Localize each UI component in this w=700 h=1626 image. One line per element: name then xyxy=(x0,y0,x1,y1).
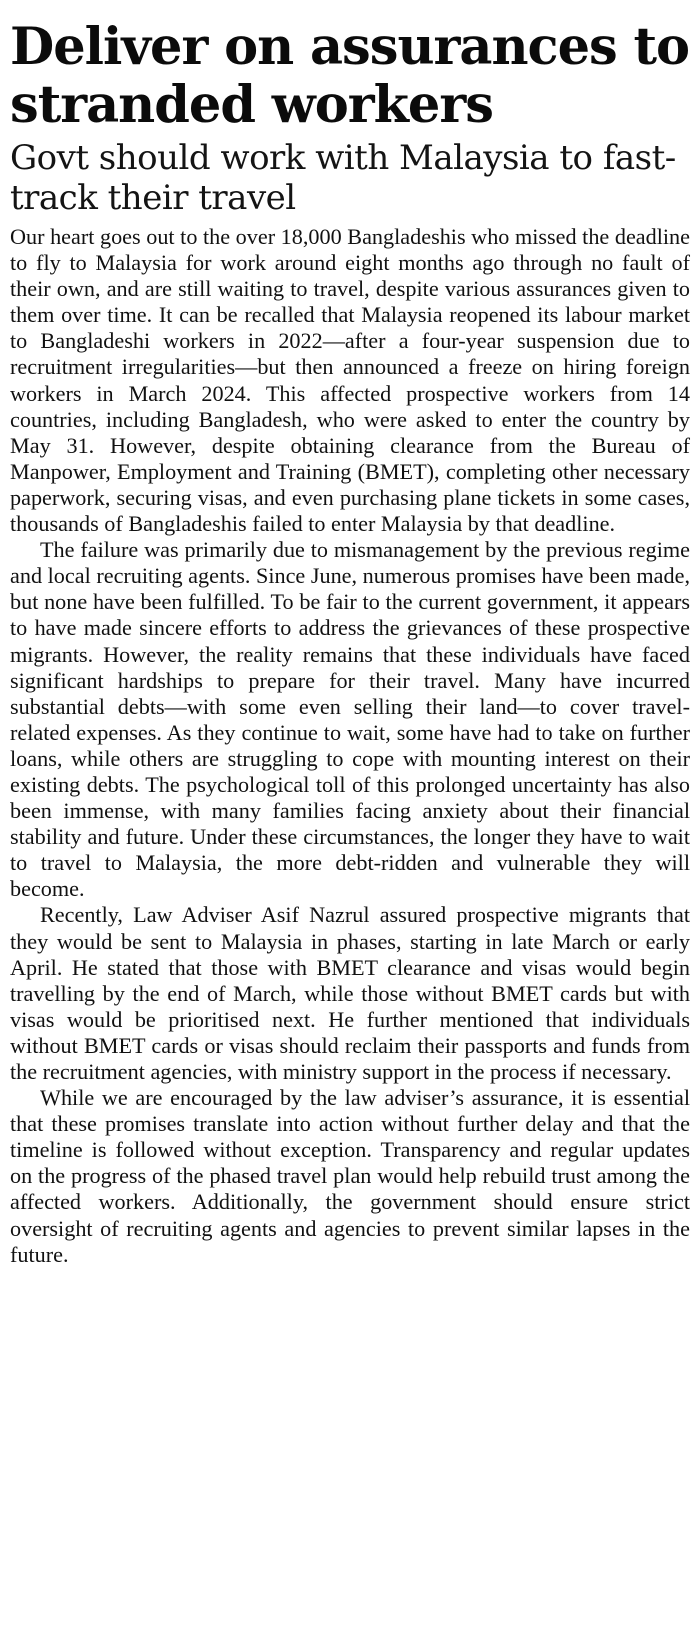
body-paragraph: Recently, Law Adviser Asif Nazrul assured prospective migrants that they would be sent to Malaysia in phases, starting in late March or early April. He stated that those with BMET clearance and visas would begin travelling by the end of March, while those without BMET cards but with visas would be prioritised next. He further mentioned that individuals without BMET cards or visas should reclaim their passports and funds from the recruitment agencies, with ministry support in the process if necessary. xyxy=(10,902,690,1084)
body-paragraph: The failure was primarily due to mismanagement by the previous regime and local recruiting agents. Since June, numerous promises have been made, but none have been fulfilled. To be fair to the current government, it appears to have made sincere efforts to address the grievances of these prospective migrants. However, the reality remains that these individuals have faced significant hardships to prepare for their travel. Many have incurred substantial debts—with some even selling their land—to cover travel-related expenses. As they continue to wait, some have had to take on further loans, while others are struggling to cope with mounting interest on their existing debts. The psychological toll of this prolonged uncertainty has also been immense, with many families facing anxiety about their financial stability and future. Under these circumstances, the longer they have to wait to travel to Malaysia, the more debt-ridden and vulnerable they will become. xyxy=(10,537,690,902)
article-body xyxy=(10,224,690,1268)
body-paragraph: While we are encouraged by the law adviser’s assurance, it is essential that these promises translate into action without further delay and that the timeline is followed without exception. Transparency and regular updates on the progress of the phased travel plan would help rebuild trust among the affected workers. Additionally, the government should ensure strict oversight of recruiting agents and agencies to prevent similar lapses in the future. xyxy=(10,1085,690,1267)
body-paragraph: Our heart goes out to the over 18,000 Bangladeshis who missed the deadline to fly to Malaysia for work around eight months ago through no fault of their own, and are still waiting to travel, despite various assurances given to them over time. It can be recalled that Malaysia reopened its labour market to Bangladeshi workers in 2022—after a four-year suspension due to recruitment irregularities—but then announced a freeze on hiring foreign workers in March 2024. This affected prospective workers from 14 countries, including Bangladesh, who were asked to enter the country by May 31. However, despite obtaining clearance from the Bureau of Manpower, Employment and Training (BMET), completing other necessary paperwork, securing visas, and even purchasing plane tickets in some cases, thousands of Bangladeshis failed to enter Malaysia by that deadline. xyxy=(10,224,690,537)
headline: Deliver on assurances to stranded workers xyxy=(10,17,690,135)
subheadline: Govt should work with Malaysia to fast-track their travel xyxy=(10,138,676,218)
